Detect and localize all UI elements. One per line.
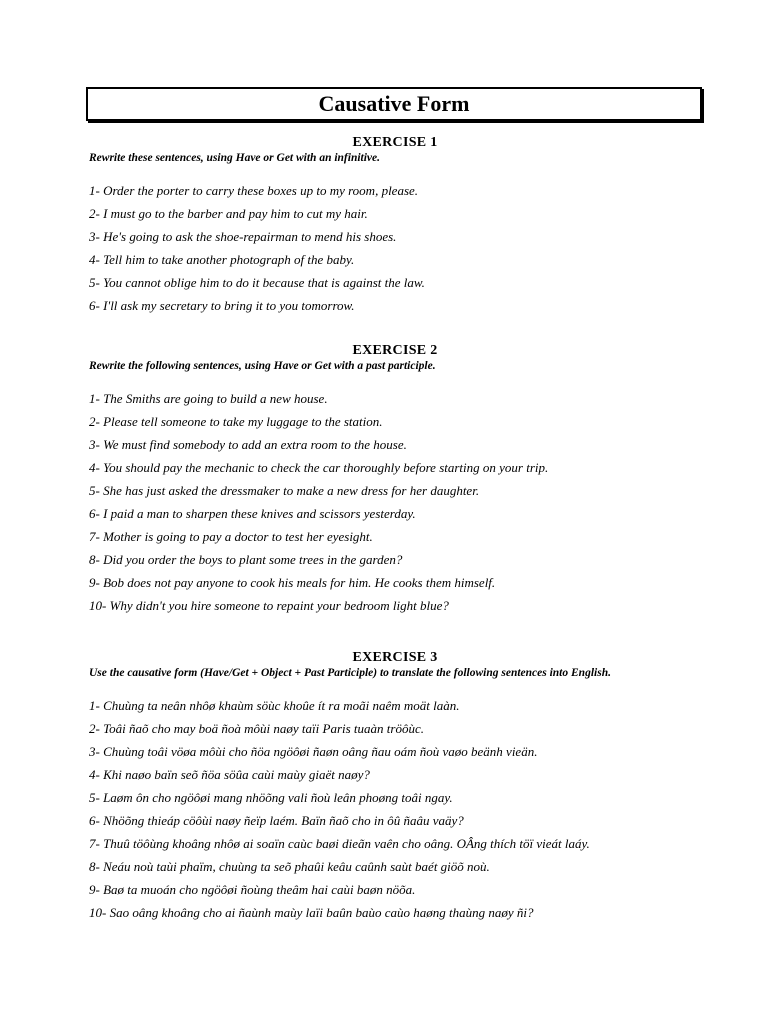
exercise-3-item-6: 6- Nhöõng thieáp cöôùi naøy ñeïp laém. Baïn ñaõ cho in ôû ñaâu vaäy? xyxy=(89,813,464,828)
exercise-2-item-5: 5- She has just asked the dressmaker to make a new dress for her daughter. xyxy=(89,483,480,498)
exercise-3-list xyxy=(89,694,729,924)
exercise-3-section xyxy=(89,650,729,924)
exercise-1-item-3: 3- He's going to ask the shoe-repairman to mend his shoes. xyxy=(89,229,397,244)
exercise-3-item-1: 1- Chuùng ta neân nhôø khaùm söùc khoûe ít ra moãi naêm moät laàn. xyxy=(89,698,460,713)
exercise-1-instruction: Rewrite these sentences, using Have or Get with an infinitive. xyxy=(89,152,381,164)
exercise-3-heading: EXERCISE 3 xyxy=(352,650,438,665)
exercise-3-item-7: 7- Thuû töôùng khoâng nhôø ai soaïn caùc baøi dieãn vaên cho oâng. OÂng thích töï vieát laáy. xyxy=(89,836,590,851)
exercise-3-item-9: 9- Baø ta muoán cho ngöôøi ñoùng theâm hai caùi baøn nöõa. xyxy=(89,882,416,897)
exercise-2-item-6: 6- I paid a man to sharpen these knives and scissors yesterday. xyxy=(89,506,416,521)
exercise-3-item-4: 4- Khi naøo baïn seõ ñöa söûa caùi maùy giaët naøy? xyxy=(89,767,370,782)
exercise-1-heading: EXERCISE 1 xyxy=(352,135,438,150)
exercise-3-item-10: 10- Sao oâng khoâng cho ai ñaùnh maùy laïi baûn baùo caùo haøng thaùng naøy ñi? xyxy=(89,905,534,920)
exercise-2-item-7: 7- Mother is going to pay a doctor to test her eyesight. xyxy=(89,529,373,544)
exercise-2-item-10: 10- Why didn't you hire someone to repaint your bedroom light blue? xyxy=(89,598,449,613)
exercise-3-item-3: 3- Chuùng toâi vöøa môùi cho ñöa ngöôøi ñaøn oâng ñau oám ñoù vaøo beänh vieän. xyxy=(89,744,538,759)
exercise-3-item-8: 8- Neáu noù taùi phaïm, chuùng ta seõ phaûi keâu caûnh saùt baét giöõ noù. xyxy=(89,859,490,874)
exercise-2-item-8: 8- Did you order the boys to plant some trees in the garden? xyxy=(89,552,403,567)
exercise-3-item-2: 2- Toâi ñaõ cho may boä ñoà môùi naøy taïi Paris tuaàn tröôùc. xyxy=(89,721,424,736)
exercise-1-item-5: 5- You cannot oblige him to do it because that is against the law. xyxy=(89,275,425,290)
exercise-3-instruction: Use the causative form (Have/Get + Object + Past Participle) to translate the following sentences into English. xyxy=(89,667,611,679)
exercise-1-item-4: 4- Tell him to take another photograph of the baby. xyxy=(89,252,355,267)
exercise-2-item-9: 9- Bob does not pay anyone to cook his meals for him. He cooks them himself. xyxy=(89,575,496,590)
exercise-1-section xyxy=(89,135,729,317)
exercise-3-item-5: 5- Laøm ôn cho ngöôøi mang nhöõng vali ñoù leân phoøng toâi ngay. xyxy=(89,790,453,805)
exercise-2-heading: EXERCISE 2 xyxy=(352,343,438,358)
exercise-2-item-4: 4- You should pay the mechanic to check the car thoroughly before starting on your trip. xyxy=(89,460,549,475)
exercise-1-item-6: 6- I'll ask my secretary to bring it to you tomorrow. xyxy=(89,298,355,313)
exercise-2-item-2: 2- Please tell someone to take my luggage to the station. xyxy=(89,414,383,429)
title-box xyxy=(86,87,702,121)
exercise-1-list xyxy=(89,179,729,317)
exercise-2-list xyxy=(89,387,729,617)
exercise-2-item-3: 3- We must find somebody to add an extra room to the house. xyxy=(89,437,407,452)
exercise-2-section xyxy=(89,343,729,617)
exercise-2-item-1: 1- The Smiths are going to build a new house. xyxy=(89,391,328,406)
exercise-1-item-2: 2- I must go to the barber and pay him to cut my hair. xyxy=(89,206,368,221)
exercise-1-item-1: 1- Order the porter to carry these boxes up to my room, please. xyxy=(89,183,419,198)
page-title: Causative Form xyxy=(318,91,470,116)
exercise-2-instruction: Rewrite the following sentences, using Have or Get with a past participle. xyxy=(89,360,436,372)
